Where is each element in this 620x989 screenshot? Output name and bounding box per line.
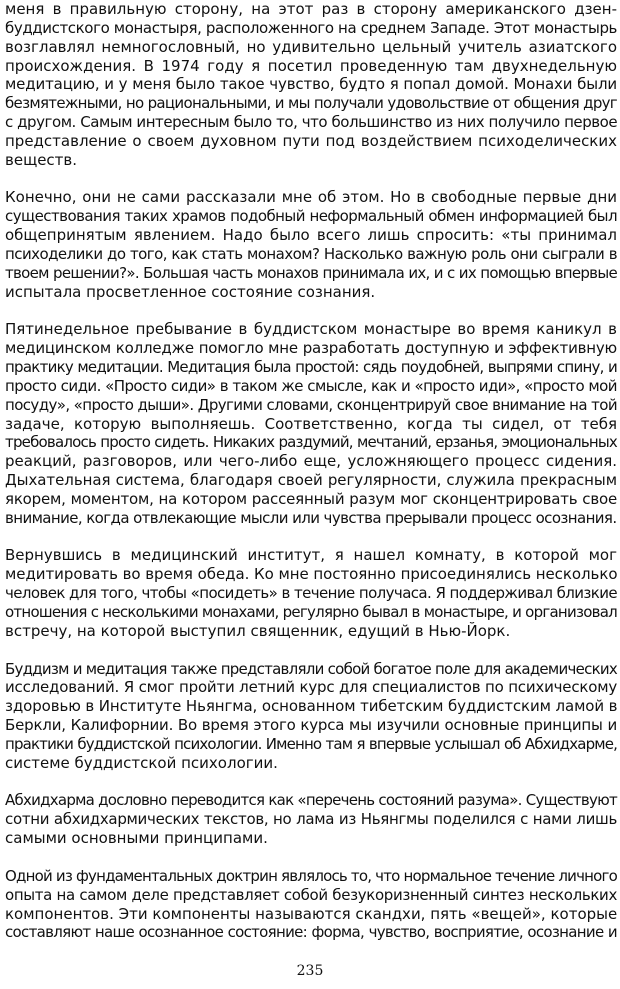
text-line: Конечно, они не сами рассказали мне об этом. Но в свободные первые дни — [5, 188, 617, 207]
text-line: Вернувшись в медицинский институт, я нашел комнату, в которой мог — [5, 546, 617, 565]
text-line: просто сиди. «Просто сиди» в таком же смысле, как и «просто иди», «просто мой — [5, 376, 617, 395]
text-line: составляют наше осознанное состояние: форма, чувство, восприятие, осознание и — [5, 923, 617, 942]
text-line: испытала просветленное состояние сознания. — [5, 282, 376, 301]
text-flow — [5, 0, 617, 942]
paragraph-spacer — [5, 641, 617, 660]
paragraph-spacer — [5, 848, 617, 867]
text-line: отношения с несколькими монахами, регулярно бывал в монастыре, и организовал — [5, 603, 617, 621]
text-line: здоровью в Институте Ньянгма, основанном тибетским буддистским ламой в — [5, 697, 618, 716]
text-line: Буддизм и медитация также представляли собой богатое поле для академических — [5, 659, 617, 678]
text-line: Абхидхарма дословно переводится как «перечень состояний разума». Существуют — [5, 791, 617, 810]
text-line: реакций, разговоров, или чего-либо еще, усложняющего процесс сидения. — [5, 452, 617, 471]
text-line: медитацию, и у меня было такое чувство, будто я попал домой. Монахи были — [5, 75, 617, 94]
text-line: посуду», «просто дыши». Другими словами, сконцентрируй свое внимание на той — [5, 395, 617, 414]
paragraph — [5, 791, 617, 848]
paragraph-spacer — [5, 302, 617, 321]
text-line: Одной из фундаментальных доктрин являлось то, что нормальное течение личного — [5, 866, 618, 885]
text-line: задаче, которую выполняешь. Соответственно, когда ты сидел, от тебя — [5, 414, 617, 433]
text-line: твоем решении?». Большая часть монахов принимала их, и с их помощью впервые — [5, 263, 617, 282]
text-line: общепринятым явлением. Надо было всего лишь спросить: «ты принимал — [5, 226, 617, 245]
text-line: возглавлял немногословный, но удивительно цельный учитель азиатского — [5, 37, 617, 56]
paragraph — [5, 0, 617, 170]
text-line: требовалось просто сидеть. Никаких раздумий, мечтаний, ерзанья, эмоциональных — [5, 433, 617, 452]
text-line: безмятежными, но рациональными, и мы получали удовольствие от общения друг — [5, 94, 617, 113]
text-line: практики буддистской психологии. Именно там я впервые услышал об Абхидхарме, — [5, 734, 617, 753]
text-line: системе буддистской психологии. — [5, 753, 278, 772]
paragraph-spacer — [5, 170, 617, 189]
text-line: с другом. Самым интересным было то, что большинство из них получило первое — [5, 113, 618, 132]
text-line: исследований. Я смог пройти летний курс для специалистов по психическому — [5, 678, 617, 697]
text-line: происхождения. В 1974 году я посетил проведенную там двухнедельную — [5, 56, 617, 75]
text-line: встречу, на которой выступил священник, едущий в Нью-Йорк. — [5, 621, 511, 640]
text-line: меня в правильную сторону, на этот раз в сторону американского дзен- — [5, 0, 617, 18]
paragraph — [5, 188, 617, 301]
text-line: психоделики до того, как стать монахом? Насколько важную роль они сыграли в — [5, 244, 617, 263]
text-line: сотни абхидхармических текстов, но лама из Ньянгмы поделился с нами лишь — [5, 810, 617, 829]
text-line: человек для того, чтобы «посидеть» в течение получаса. Я поддерживал близкие — [5, 584, 617, 603]
page-number: 235 — [296, 963, 324, 979]
text-line: якорем, моментом, на котором рассеянный разум мог сконцентрировать свое — [5, 489, 617, 508]
text-line: медитировать во время обеда. Ко мне постоянно присоединялись несколько — [5, 565, 618, 584]
page-body — [5, 0, 617, 989]
text-line: Пятинедельное пребывание в буддистском монастыре во время каникул в — [5, 320, 617, 339]
paragraph-spacer — [5, 773, 617, 792]
text-line: внимание, когда отвлекающие мысли или чувства прерывали процесс осознания. — [5, 508, 617, 527]
text-line: компонентов. Эти компоненты называются скандхи, пять «вещей», которые — [5, 904, 618, 923]
paragraph — [5, 546, 617, 640]
text-line: существования таких храмов подобный неформальный обмен информацией был — [5, 207, 617, 226]
text-line: Дыхательная система, благодаря своей регулярности, служила прекрасным — [5, 471, 617, 490]
text-line: буддистского монастыря, расположенного на среднем Западе. Этот монастырь — [5, 18, 617, 37]
text-line: Беркли, Калифорнии. Во время этого курса мы изучили основные принципы и — [5, 716, 617, 735]
text-line: представление о своем духовном пути под воздействием психоделических — [5, 131, 617, 150]
text-line: веществ. — [5, 150, 78, 169]
paragraph — [5, 660, 617, 773]
text-line: самыми основными принципами. — [5, 829, 268, 848]
text-line: опыта на самом деле представляет собой безукоризненный синтез нескольких — [5, 885, 617, 904]
text-line: медицинском колледже помогло мне разработать доступную и эффективную — [5, 339, 617, 358]
paragraph-spacer — [5, 528, 617, 547]
paragraph — [5, 867, 617, 942]
text-line: практику медитации. Медитация была простой: сядь поудобней, выпрями спину, и — [5, 358, 617, 377]
paragraph — [5, 320, 617, 527]
